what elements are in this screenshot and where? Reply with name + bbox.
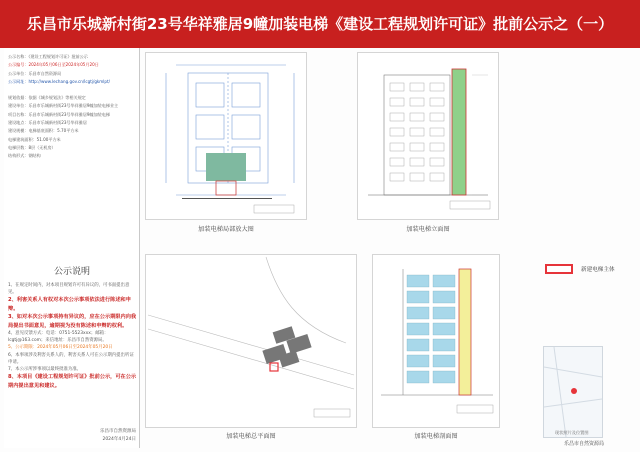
section-caption: 加装电梯剖面图 (414, 433, 458, 440)
notice-item: 3、如对本次公示事项持有异议的，应在公示期限内向我局提出书面意见，逾期视为没有陈述和申辩的权利。 (8, 314, 137, 329)
info-line: 建设地点：乐昌市乐城新村街23号华祥雅居 (8, 120, 87, 126)
notice-title: 公示说明 (53, 267, 90, 277)
site-plan-panel (145, 254, 357, 428)
footer-date: 2024年4月24日 (102, 437, 136, 442)
site-plan-caption: 加装电梯总平面图 (226, 433, 276, 440)
info-line: 电梯层数：8层（无机房） (8, 144, 56, 150)
site-plan-drawing (146, 255, 356, 427)
info-line: 规划依据：依据《城乡规划法》等相关规定 (8, 95, 86, 101)
info-column (4, 48, 140, 448)
info-line: 公示编号：2024年05月06日至2024年05月20日 (8, 62, 99, 68)
info-line: 公示网址：http://www.lechang.gov.cn/lcgtj/gkmlpt/ (8, 78, 111, 84)
notice-item: 4、意见反馈方式：电话：0751-5523xxx；邮箱：lcgtj@163.com；来信地址：乐昌市自然资源局。 (8, 331, 109, 344)
section-drawing (373, 255, 499, 427)
notice-text (8, 282, 138, 390)
notice-item: 5、公示期限：2024年05月06日至2024年05月20日 (8, 345, 113, 351)
info-line: 公示单位：乐昌市自然资源局 (8, 70, 62, 76)
info-line: 建设规模：电梯基底面积：5.70平方米 (8, 128, 79, 134)
notice-item: 8、本项目《建设工程规划许可证》批前公示，可在公示期内提出意见和建议。 (8, 374, 137, 389)
page-title: 乐昌市乐城新村街23号华祥雅居9幢加装电梯《建设工程规划许可证》批前公示之（一） (0, 0, 640, 48)
notice-item: 7、本公示所涉事项以最终批准为准。 (8, 367, 82, 373)
footer-signature (100, 428, 136, 444)
info-line (8, 86, 138, 94)
site-photo (543, 346, 603, 438)
elevation-drawing-panel (357, 52, 499, 220)
info-line: 电梯建筑面积：51.00平方米 (8, 136, 61, 142)
notice-item: 2、利害关系人有权对本次公示事项依法进行陈述和申辩。 (8, 297, 131, 312)
org-signature: 乐昌市自然资源局 (564, 441, 605, 447)
site-map-image (544, 347, 602, 437)
floor-plan-drawing (146, 53, 306, 219)
plan-drawing-panel (145, 52, 307, 220)
notice-item: 1、在规定时间内，对本项目规划许可有异议的，可书面提出意见。 (8, 283, 130, 296)
legend-swatch (545, 264, 573, 274)
legend-label: 新建电梯主体 (581, 267, 615, 273)
notice-item: 6、本事项涉及利害关系人的，利害关系人可在公示期内提出听证申请。 (8, 352, 134, 365)
photo-caption: 现状照片及位置图 (555, 430, 589, 435)
info-line: 建设单位：乐昌市乐城新村街23号华祥雅居9幢加装电梯业主 (8, 103, 119, 109)
section-drawing-panel (372, 254, 500, 428)
elevation-drawing (358, 53, 498, 219)
info-line: 项目名称：乐昌市乐城新村街23号华祥雅居9幢加装电梯 (8, 111, 110, 117)
plan-caption: 加装电梯局部放大图 (198, 226, 254, 233)
project-info (8, 53, 138, 161)
info-line: 结构形式：钢结构 (8, 153, 41, 159)
info-line: 公示名称：《建设工程规划许可证》批前公示 (8, 54, 88, 59)
footer-org: 乐昌市自然资源局 (100, 429, 136, 434)
elevation-caption: 加装电梯立面图 (406, 226, 450, 233)
